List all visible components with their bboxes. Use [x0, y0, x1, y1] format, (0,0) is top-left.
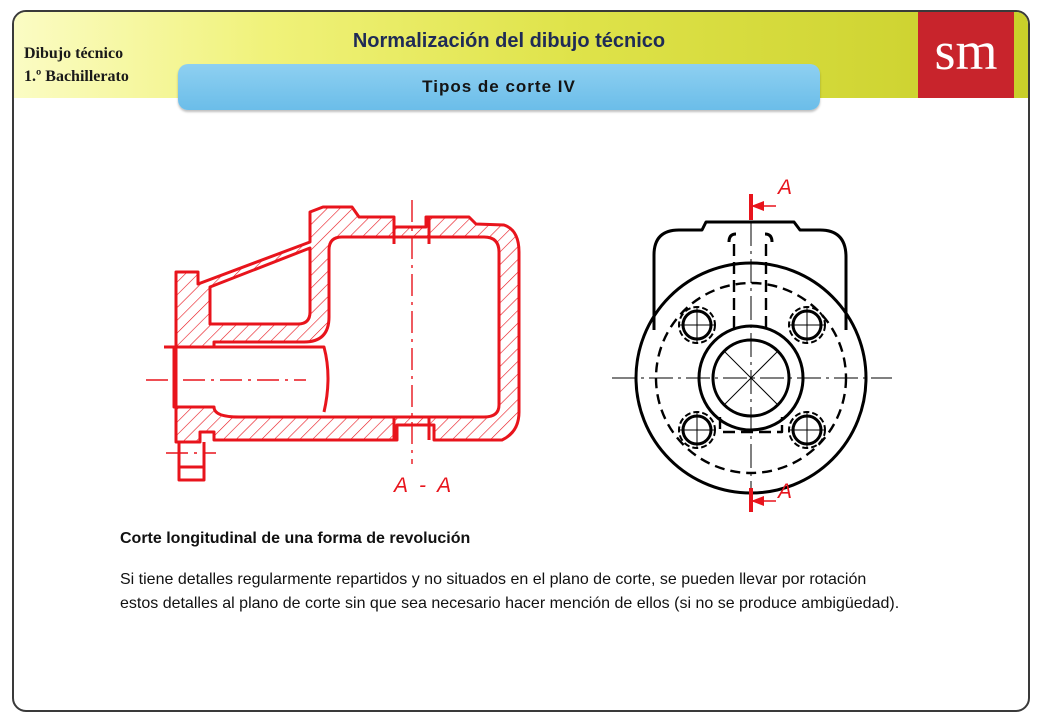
course-level: 1.º Bachillerato: [24, 68, 129, 85]
bottom-boss: [179, 442, 204, 480]
cut-label-bottom: A: [778, 480, 793, 503]
section-hatched-body: [174, 207, 519, 442]
caption-title: Corte longitudinal de una forma de revolución: [120, 530, 471, 547]
logo-text: sm: [934, 21, 998, 81]
sm-logo: [918, 12, 1014, 98]
cut-label-top: A: [778, 176, 793, 199]
slide-subtitle: Tipos de corte IV: [422, 77, 576, 96]
subtitle-bar: [178, 64, 820, 110]
section-label: A - A: [394, 474, 455, 497]
section-view: [164, 207, 519, 480]
slide-frame: [12, 10, 1030, 712]
technical-drawing: [119, 162, 899, 532]
course-label: [24, 42, 129, 88]
page-title: Normalización del dibujo técnico: [352, 30, 666, 52]
course-subject: Dibujo técnico: [24, 45, 124, 62]
caption-body: Si tiene detalles regularmente repartidos y no situados en el plano de corte, se pueden llevar por rotación estos detalles al plano de corte sin que sea necesario hacer mención de ellos (si no se produce ambigüedad).: [120, 571, 900, 612]
